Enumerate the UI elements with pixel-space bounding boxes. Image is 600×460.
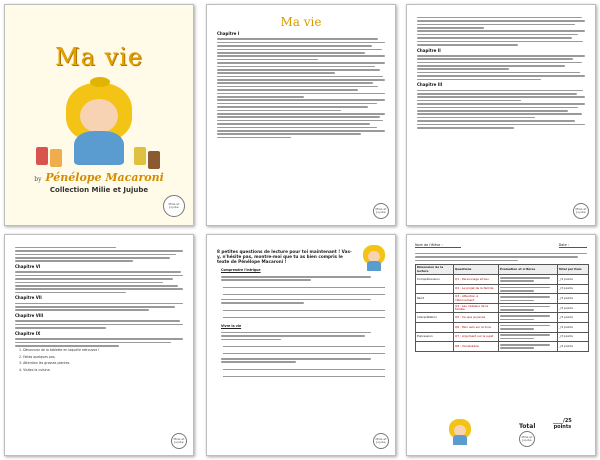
list-item: 1. Découvrez de la tablette en laquelle retrouvez ! <box>19 348 100 353</box>
list-item: 3. Attention les grosses plantes. <box>19 361 71 366</box>
mascot-illustration <box>361 245 387 271</box>
chapter-heading: Chapitre IX <box>15 330 41 336</box>
page-questions <box>206 234 396 456</box>
publisher-logo: Milie et Jujube <box>373 433 389 449</box>
page-chapter-1 <box>206 4 396 226</box>
table-header-row: Dimension de la lecture Questions Évaluation et critères Total par item <box>416 265 589 275</box>
question-1 <box>207 272 395 281</box>
page-chapter-6-9 <box>4 234 194 456</box>
chapter-heading: Chapitre II <box>417 47 441 53</box>
question-3 <box>207 328 395 340</box>
question-4 <box>207 354 395 363</box>
cover-page <box>4 4 194 226</box>
total-score: ____/25 points <box>553 418 572 430</box>
chapter-heading: Chapitre VIII <box>15 313 44 319</box>
mascot-illustration <box>447 419 473 447</box>
table-row: Q8 : Vocabulaire _/4 points <box>416 342 589 352</box>
question-2 <box>207 295 395 304</box>
name-field[interactable]: Nom de l'élève : <box>415 243 461 248</box>
answer-line[interactable] <box>223 365 385 370</box>
chapter-heading: Chapitre I <box>217 31 240 36</box>
student-info <box>407 235 595 248</box>
table-row: Q2 : Le projet de la famille _/3 points <box>416 284 589 294</box>
date-field[interactable]: Date : <box>559 243 587 248</box>
grading-table <box>415 264 589 352</box>
chapter-heading: Chapitre VI <box>15 263 41 269</box>
story-text <box>5 235 193 372</box>
answer-line[interactable] <box>223 283 385 288</box>
table-row: Q4 : Les cadeaux de la famille _/3 points <box>416 303 589 313</box>
table-row: Récit Q3 : Attention à l'étonnement _/3 points <box>416 294 589 304</box>
publisher-logo: Milie et Jujube <box>519 431 535 447</box>
page-grading-grid <box>406 234 596 456</box>
grid-intro <box>407 248 595 261</box>
chapter-heading: Chapitre VII <box>15 295 42 301</box>
section-heading: Vivre la vie <box>221 323 242 328</box>
list-item: 4. Visitez la cuisine. <box>19 367 51 372</box>
table-row: Q6 : Mon avis sur le livre _/3 points <box>416 323 589 333</box>
table-row: Compréhension Q1 : Personnage et lieu _/3 points <box>416 275 589 285</box>
publisher-logo: Milie et Jujube <box>373 203 389 219</box>
story-text <box>407 5 595 129</box>
table-row: Interprétation Q5 : Ce que je pense _/3 points <box>416 313 589 323</box>
page-title: Ma vie <box>280 15 322 29</box>
cover-title: Ma vie <box>55 43 143 71</box>
total-label: Total <box>519 423 536 430</box>
answer-line[interactable] <box>223 372 385 377</box>
table-row: Expression Q7 : Argument sur le sujet _/3 points <box>416 332 589 342</box>
story-text <box>207 32 395 138</box>
cover-author: by Pénélope Macaroni <box>34 171 164 184</box>
questions-heading: 8 petites questions de lecture pour toi maintenant ! Vas-y, n'hésite pas, montre-moi que tu as bien compris le texte de Pénélope Macaroni ! <box>217 249 352 264</box>
list-item: 2. Faites quelques pas. <box>19 354 56 359</box>
publisher-logo: Milie et Jujube <box>171 433 187 449</box>
cover-collection: Collection Milie et Jujube <box>49 186 149 194</box>
publisher-logo: Milie et Jujube <box>573 203 589 219</box>
page-chapter-2-3 <box>406 4 596 226</box>
cover-illustration <box>34 77 164 169</box>
answer-line[interactable] <box>223 342 385 347</box>
answer-line[interactable] <box>223 306 385 311</box>
chapter-heading: Chapitre III <box>417 82 443 88</box>
publisher-logo: Milie et Jujube <box>163 195 185 217</box>
section-heading: Comprendre l'intrigue <box>221 268 261 272</box>
